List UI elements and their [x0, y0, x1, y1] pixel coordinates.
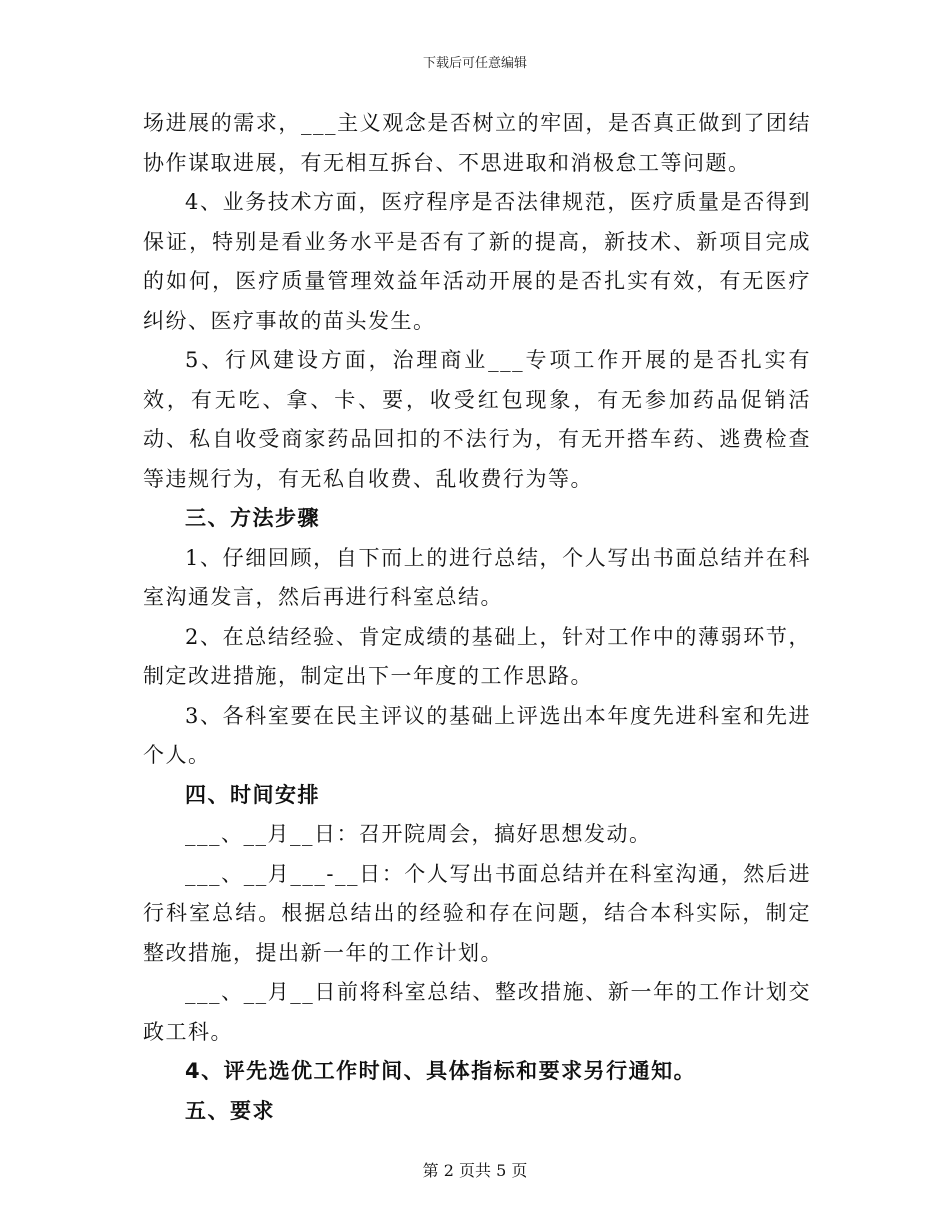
paragraph: ___、__月__日前将科室总结、整改措施、新一年的工作计划交政工科。	[143, 980, 811, 1044]
paragraph: 5、行风建设方面，治理商业___专项工作开展的是否扎实有效，有无吃、拿、卡、要，收受红包现象，有无参加药品促销活动、私自收受商家药品回扣的不法行为，有无开搭车药、逃费检查等违规行为，有无私自收费、乱收费行为等。	[143, 348, 811, 491]
paragraph: 4、业务技术方面，医疗程序是否法律规范，医疗质量是否得到保证，特别是看业务水平是否有了新的提高，新技术、新项目完成的如何，医疗质量管理效益年活动开展的是否扎实有效，有无医疗纠纷、医疗事故的苗头发生。	[143, 190, 811, 333]
page-header: 下载后可任意编辑	[422, 56, 527, 71]
paragraph: 1、仔细回顾，自下而上的进行总结，个人写出书面总结并在科室沟通发言，然后再进行科室总结。	[143, 545, 811, 609]
document-body	[143, 104, 811, 1131]
page-footer: 第 2 页共 5 页	[422, 1161, 528, 1180]
paragraph: ___、__月__日：召开院周会，搞好思想发动。	[185, 822, 652, 846]
paragraph: ___、__月___-__日：个人写出书面总结并在科室沟通，然后进行科室总结。根据总结出的经验和存在问题，结合本科实际，制定整改措施，提出新一年的工作计划。	[143, 861, 811, 965]
paragraph: 场进展的需求，___主义观念是否树立的牢固，是否真正做到了团结协作谋取进展，有无相互拆台、不思进取和消极怠工等问题。	[143, 111, 811, 175]
section-heading: 4、评先选优工作时间、具体指标和要求另行通知。	[185, 1059, 697, 1083]
paragraph: 2、在总结经验、肯定成绩的基础上，针对工作中的薄弱环节，制定改进措施，制定出下一年度的工作思路。	[143, 624, 811, 688]
section-heading: 三、方法步骤	[185, 506, 320, 530]
section-heading: 五、要求	[185, 1098, 275, 1123]
section-heading: 四、时间安排	[185, 782, 320, 807]
paragraph: 3、各科室要在民主评议的基础上评选出本年度先进科室和先进个人。	[143, 703, 811, 767]
